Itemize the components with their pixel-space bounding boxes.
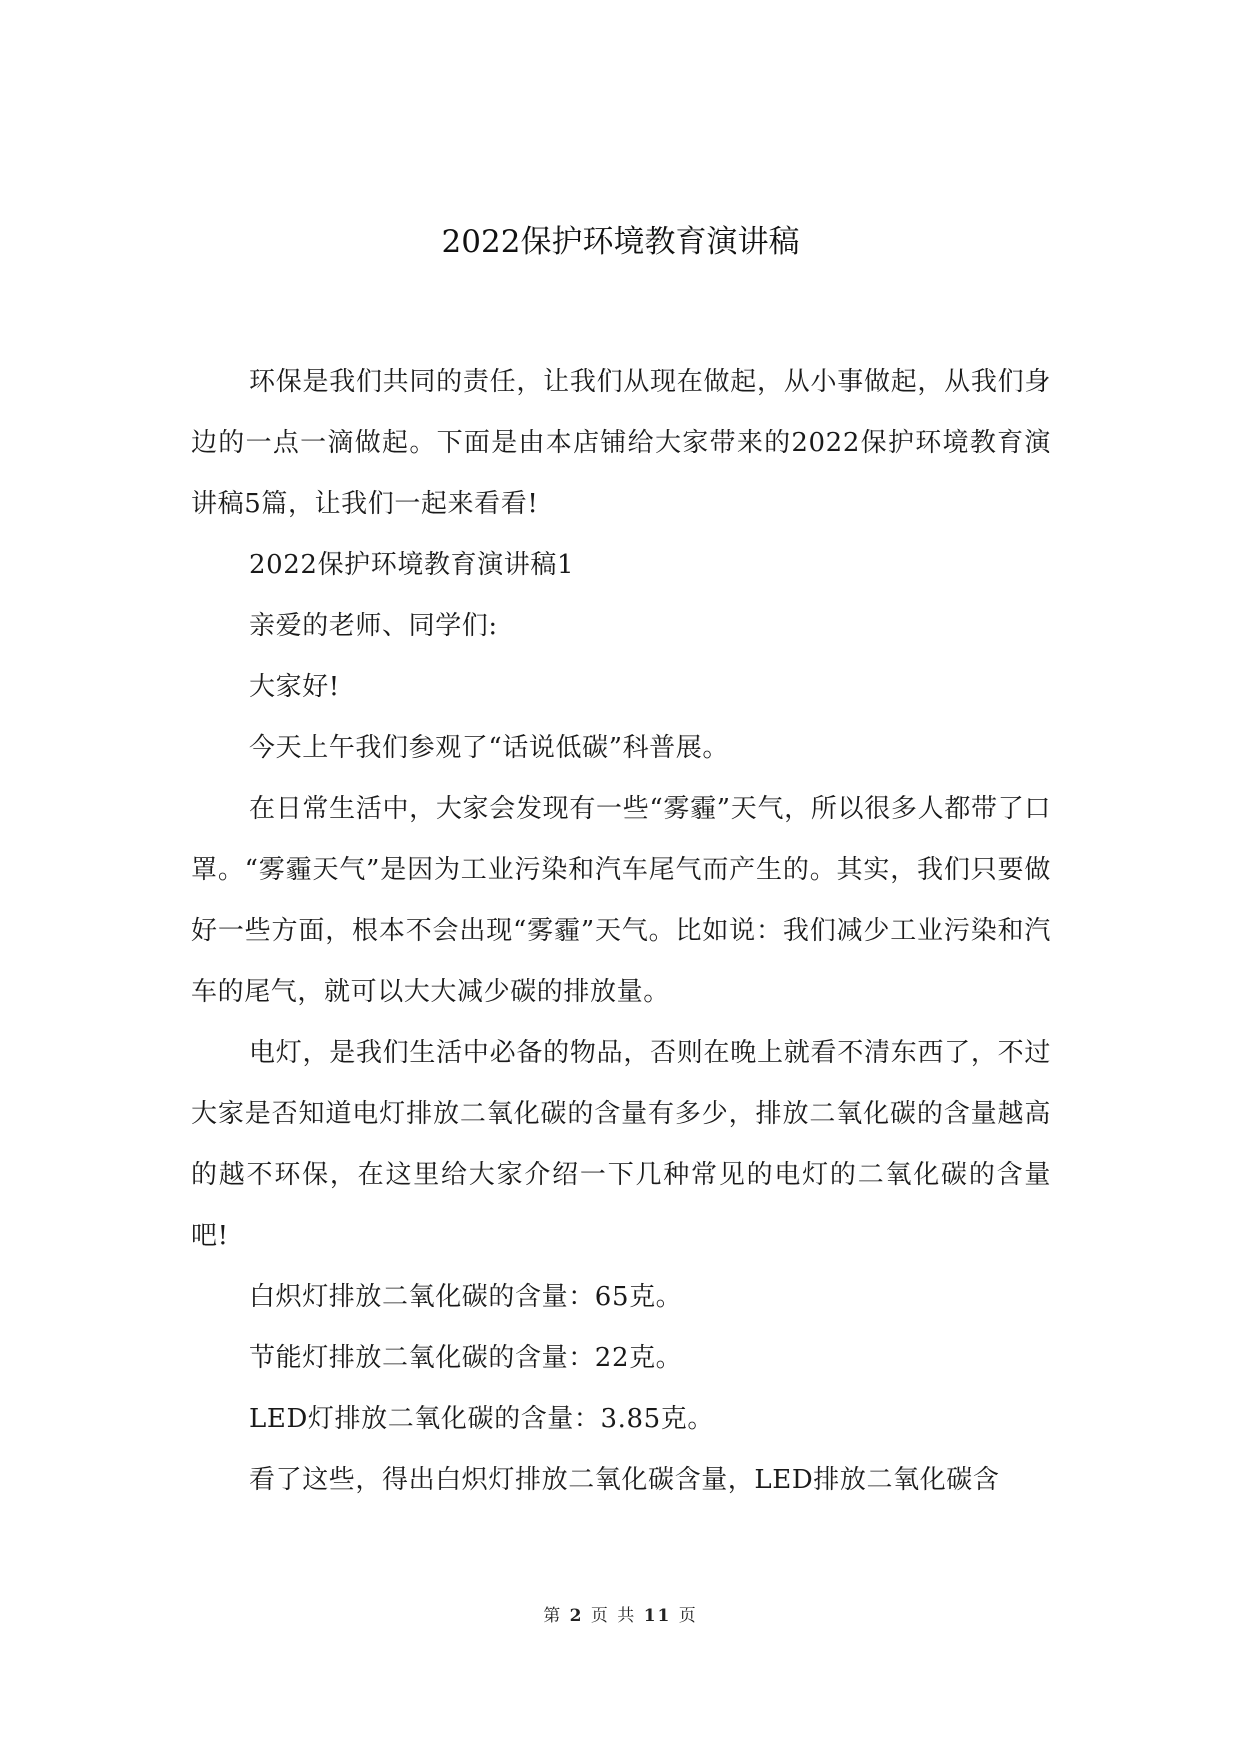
paragraph-greeting: 大家好! [249, 672, 340, 702]
paragraph-lamps: 电灯，是我们生活中必备的物品，否则在晚上就看不清东西了，不过大家是否知道电灯排放二氧化碳的含量有多少，排放二氧化碳的含量越高的越不环保，在这里给大家介绍一下几种常见的电灯的二氧化碳的含量吧! [191, 1038, 1051, 1251]
paragraph-smog: 在日常生活中，大家会发现有一些“雾霾”天气，所以很多人都带了口罩。“雾霾天气”是因为工业污染和汽车尾气而产生的。其实，我们只要做好一些方面，根本不会出现“雾霾”天气。比如说：我们减少工业污染和汽车的尾气，就可以大大减少碳的排放量。 [191, 794, 1051, 1007]
footer-middle: 页 共 [590, 1606, 637, 1626]
paragraph-conclusion: 看了这些，得出白炽灯排放二氧化碳含量，LED排放二氧化碳含 [249, 1465, 1000, 1495]
footer-prefix: 第 [543, 1606, 563, 1626]
document-body [191, 352, 1051, 1511]
document-title: 2022保护环境教育演讲稿 [441, 224, 800, 260]
page-footer [0, 1604, 1241, 1628]
footer-current-page: 2 [569, 1606, 584, 1626]
footer-suffix: 页 [678, 1606, 698, 1626]
paragraph-exhibition: 今天上午我们参观了“话说低碳”科普展。 [249, 733, 729, 763]
paragraph-led: LED灯排放二氧化碳的含量：3.85克。 [249, 1404, 714, 1434]
paragraph-incandescent: 白炽灯排放二氧化碳的含量：65克。 [249, 1282, 683, 1312]
paragraph-intro: 环保是我们共同的责任，让我们从现在做起，从小事做起，从我们身边的一点一滴做起。下面是由本店铺给大家带来的2022保护环境教育演讲稿5篇，让我们一起来看看! [191, 367, 1051, 519]
footer-total-pages: 11 [643, 1606, 672, 1626]
paragraph-section-heading: 2022保护环境教育演讲稿1 [249, 550, 575, 580]
paragraph-salutation: 亲爱的老师、同学们: [249, 611, 498, 641]
paragraph-energy-saving: 节能灯排放二氧化碳的含量：22克。 [249, 1343, 683, 1373]
